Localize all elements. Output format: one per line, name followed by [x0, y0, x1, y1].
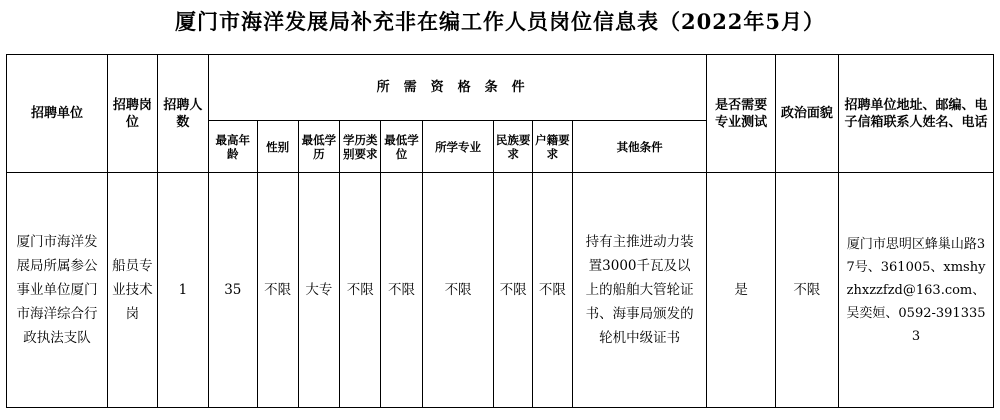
table-row	[7, 173, 994, 408]
cell-unit: 厦门市海洋发展局所属参公事业单位厦门市海洋综合行政执法支队	[7, 173, 108, 408]
page-title: 厦门市海洋发展局补充非在编工作人员岗位信息表（2022年5月）	[174, 9, 826, 34]
header-position: 招聘岗位	[107, 55, 157, 173]
header-row-top	[7, 55, 994, 121]
header-qualifications: 所需资格条件	[208, 55, 707, 121]
header-other-conditions: 其他条件	[572, 121, 707, 173]
cell-gender: 不限	[257, 173, 298, 408]
header-ethnicity: 民族要求	[494, 121, 533, 173]
cell-professional-test: 是	[707, 173, 775, 408]
header-contact: 招聘单位地址、邮编、电子信箱联系人姓名、电话	[838, 55, 993, 173]
header-min-degree: 最低学位	[381, 121, 423, 173]
cell-count: 1	[157, 173, 208, 408]
position-info-table	[6, 54, 994, 408]
header-min-education: 最低学历	[298, 121, 340, 173]
cell-max-age: 35	[208, 173, 257, 408]
cell-other-conditions: 持有主推进动力装置3000千瓦及以上的船舶大管轮证书、海事局颁发的轮机中级证书	[572, 173, 707, 408]
header-education-type: 学历类别要求	[340, 121, 381, 173]
header-gender: 性别	[257, 121, 298, 173]
cell-position: 船员专业技术岗	[107, 173, 157, 408]
cell-contact: 厦门市思明区蜂巢山路37号、361005、xmshyzhxzzfzd@163.com、吴奕姮、0592-3913353	[838, 173, 993, 408]
header-professional-test: 是否需要专业测试	[707, 55, 775, 173]
header-hukou: 户籍要求	[532, 121, 572, 173]
header-major: 所学专业	[422, 121, 493, 173]
cell-education-type: 不限	[340, 173, 381, 408]
cell-major: 不限	[422, 173, 493, 408]
header-unit: 招聘单位	[7, 55, 108, 173]
header-count: 招聘人数	[157, 55, 208, 173]
header-max-age: 最高年龄	[208, 121, 257, 173]
cell-ethnicity: 不限	[494, 173, 533, 408]
cell-min-degree: 不限	[381, 173, 423, 408]
cell-hukou: 不限	[532, 173, 572, 408]
header-political: 政治面貌	[775, 55, 838, 173]
cell-political: 不限	[775, 173, 838, 408]
cell-min-education: 大专	[298, 173, 340, 408]
